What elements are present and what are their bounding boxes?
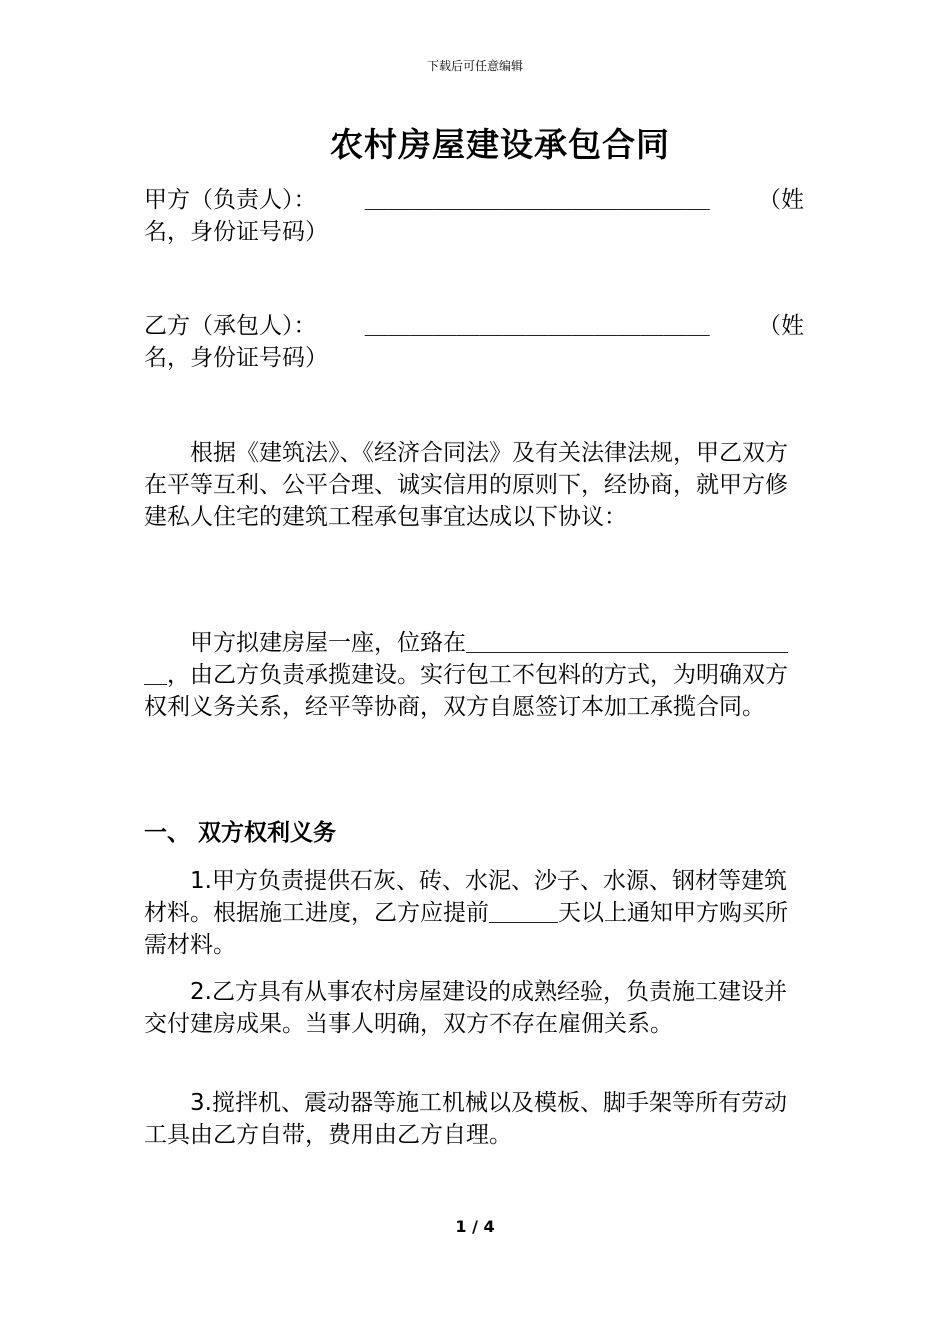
party-a-blank: ＿＿＿＿＿＿＿＿＿＿＿＿＿＿＿ [364, 187, 710, 213]
party-a-label: 甲方（负责人）： [144, 187, 317, 213]
page-number: 1 / 4 [455, 1217, 495, 1236]
party-a-note-start: （姓 [758, 187, 804, 213]
party-b-note-end: 名，身份证号码） [144, 345, 328, 371]
section-1-item-2: 2.乙方具有从事农村房屋建设的成熟经验，负责施工建设并交付建房成果。当事人明确，双方不存在雇佣关系。 [144, 979, 787, 1037]
intro-paragraph: 根据《建筑法》、《经济合同法》及有关法律法规，甲乙双方在平等互利、公平合理、诚实信用的原则下，经协商，就甲方修建私人住宅的建筑工程承包事宜达成以下协议： [144, 440, 788, 530]
party-a-line [144, 184, 804, 216]
section-1-item-1: 1.甲方负责提供石灰、砖、水泥、沙子、水源、钢材等建筑材料。根据施工进度，乙方应提前＿＿＿天以上通知甲方购买所需材料。 [144, 868, 788, 958]
party-a-block [144, 184, 804, 248]
section-1-heading: 一、 双方权利义务 [144, 820, 337, 846]
party-b-label: 乙方（承包人）： [144, 313, 317, 339]
party-a-note-end: 名，身份证号码） [144, 219, 328, 245]
party-b-blank: ＿＿＿＿＿＿＿＿＿＿＿＿＿＿＿ [364, 313, 710, 339]
document-title: 农村房屋建设承包合同 [330, 125, 670, 164]
party-b-block [144, 310, 804, 374]
location-paragraph: 甲方拟建房屋一座，位臵在＿＿＿＿＿＿＿＿＿＿＿＿＿＿＿，由乙方负责承揽建设。实行包工不包料的方式，为明确双方权利义务关系，经平等协商，双方自愿签订本加工承揽合同。 [144, 630, 788, 720]
party-b-note-start: （姓 [758, 313, 804, 339]
party-b-line [144, 310, 804, 342]
section-1-item-3: 3.搅拌机、震动器等施工机械以及模板、脚手架等所有劳动工具由乙方自带，费用由乙方自理。 [144, 1090, 787, 1148]
header-note: 下载后可任意编辑 [426, 59, 523, 73]
